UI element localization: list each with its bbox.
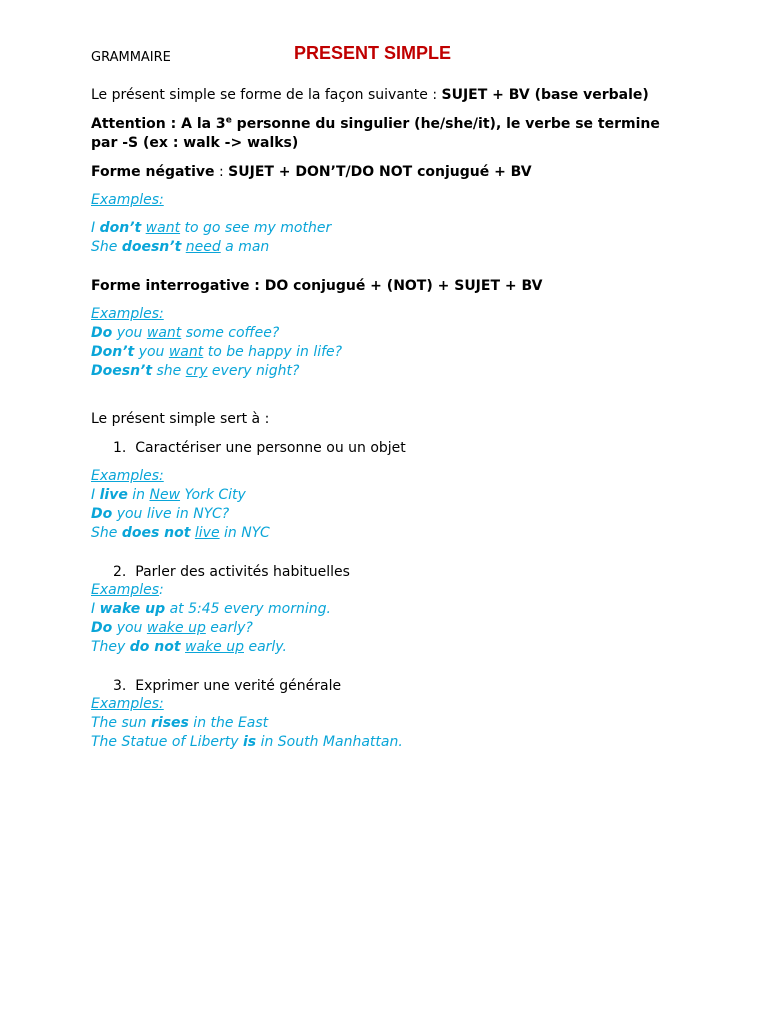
negative-sep: : [214,164,229,180]
attention-text-b: personne du singulier (he/she/it), le verbe se termine [231,116,660,132]
use-2-example-3: They do not wake up early. [91,639,287,655]
interrogative-examples-label: Examples: [91,306,164,322]
use-3-example-2: The Statue of Liberty is in South Manhattan. [91,734,403,750]
formation-text: Le présent simple se forme de la façon suivante : [91,87,442,103]
use-1-example-2: Do you live in NYC? [91,506,230,522]
uses-intro: Le présent simple sert à : [91,411,270,427]
use-3-examples-label: Examples: [91,696,164,712]
use-1-examples-label: Examples: [91,468,164,484]
use-item-2-text: Parler des activités habituelles [135,564,350,580]
use-item-1-number: 1. [113,440,127,456]
attention-line-1 [91,115,660,134]
negative-label: Forme négative [91,164,215,180]
attention-superscript: e [225,115,232,126]
use-item-3-number: 3. [113,678,127,694]
use-item-2-number: 2. [113,564,127,580]
use-2-example-2: Do you wake up early? [91,620,253,636]
use-item-3-text: Exprimer une verité générale [135,678,342,694]
negative-examples-label: Examples: [91,192,164,208]
use-3-example-1: The sun rises in the East [91,715,269,731]
negative-form-line [91,163,532,182]
use-2-example-1: I wake up at 5:45 every morning. [91,601,331,617]
use-item-1-text: Caractériser une personne ou un objet [135,440,406,456]
use-2-examples-label: Examples: [91,582,164,598]
interrogative-form-line: Forme interrogative : DO conjugué + (NOT) + SUJET + BV [91,278,543,294]
attention-text-a: Attention : A la 3 [91,116,226,132]
use-item-2 [113,563,350,582]
use-1-example-3: She does not live in NYC [91,525,270,541]
use-item-1 [113,439,406,458]
interrogative-example-2: Don’t you want to be happy in life? [91,344,343,360]
negative-formula: SUJET + DON’T/DO NOT conjugué + BV [228,164,532,180]
negative-example-1: I don’t want to go see my mother [91,220,332,236]
use-1-example-1: I live in New York City [91,487,246,503]
interrogative-example-1: Do you want some coffee? [91,325,280,341]
negative-example-2: She doesn’t need a man [91,239,270,255]
page-title: PRESENT SIMPLE [294,43,452,63]
formation-line [91,86,649,105]
use-item-3 [113,677,341,696]
formation-formula: SUJET + BV (base verbale) [441,87,649,103]
header-label: GRAMMAIRE [91,50,171,65]
interrogative-example-3: Doesn’t she cry every night? [91,363,300,379]
attention-line-2: par -S (ex : walk -> walks) [91,135,299,151]
